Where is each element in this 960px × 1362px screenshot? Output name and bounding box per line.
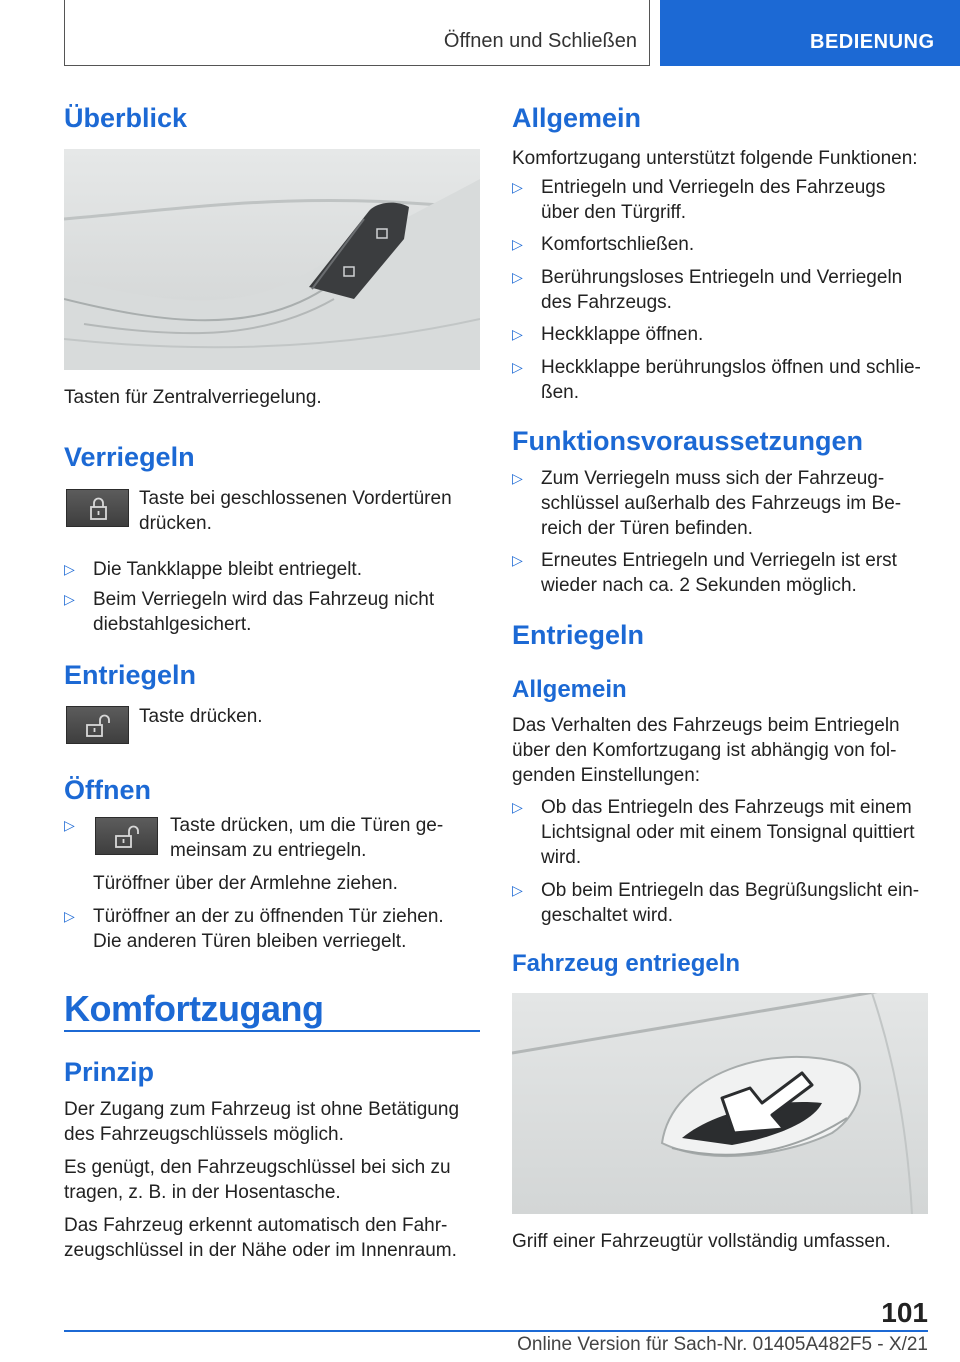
- allgemein-intro: Komfortzugang unterstützt folgende Funktionen:: [512, 148, 918, 169]
- heading-ueberblick: Überblick: [64, 103, 188, 133]
- triangle-bullet-icon: ▷: [512, 552, 523, 568]
- heading-oeffnen: Öffnen: [64, 775, 151, 805]
- list-item-cont: schlüssel außerhalb des Fahrzeugs im Be-: [541, 493, 902, 514]
- triangle-bullet-icon: ▷: [64, 591, 75, 607]
- entriegeln-paragraph: genden Einstellungen:: [512, 765, 701, 786]
- list-item-cont: über den Türgriff.: [541, 202, 687, 223]
- unlock-key-image: [95, 817, 158, 855]
- heading-fahrzeug-entriegeln: Fahrzeug entriegeln: [512, 950, 741, 977]
- list-item-cont: geschaltet wird.: [541, 905, 674, 926]
- triangle-bullet-icon: ▷: [512, 236, 523, 252]
- header-chapter-tab[interactable]: BEDIENUNG: [660, 0, 960, 66]
- list-item-cont: wieder nach ca. 2 Sekunden möglich.: [541, 575, 857, 596]
- heading-entriegeln-right: Entriegeln: [512, 620, 645, 650]
- triangle-bullet-icon: ▷: [64, 561, 75, 577]
- triangle-bullet-icon: ▷: [512, 359, 523, 375]
- prinzip-paragraph: Der Zugang zum Fahrzeug ist ohne Betätigung: [64, 1099, 460, 1120]
- triangle-bullet-icon: ▷: [512, 269, 523, 285]
- door-grip-image: [512, 993, 928, 1214]
- lock-open-icon: [67, 707, 130, 745]
- list-item-cont: Lichtsignal oder mit einem Tonsignal quittiert: [541, 822, 915, 843]
- lock-key-image: [66, 489, 129, 527]
- heading-prinzip: Prinzip: [64, 1057, 155, 1087]
- list-item-cont: Die anderen Türen bleiben verriegelt.: [93, 931, 407, 952]
- heading-allgemein-sub: Allgemein: [512, 676, 627, 703]
- lock-closed-icon: [67, 490, 130, 528]
- caption-fahrzeug-entriegeln: Griff einer Fahrzeugtür vollständig umfassen.: [512, 1231, 891, 1252]
- prinzip-paragraph: Es genügt, den Fahrzeugschlüssel bei sich zu: [64, 1157, 451, 1178]
- unlock-key-image: [66, 706, 129, 744]
- prinzip-paragraph: zeugschlüssel in der Nähe oder im Innenraum.: [64, 1240, 457, 1261]
- triangle-bullet-icon: ▷: [64, 817, 75, 833]
- header-frame: [64, 0, 650, 66]
- heading-funktionsvoraussetzungen: Funktionsvoraussetzungen: [512, 426, 864, 456]
- triangle-bullet-icon: ▷: [512, 179, 523, 195]
- door-handle-image: [64, 149, 480, 370]
- footer-rule: [64, 1330, 928, 1332]
- entriegeln-paragraph: Das Verhalten des Fahrzeugs beim Entriegeln: [512, 715, 900, 736]
- oeffnen-bullet1-text-2: meinsam zu entriegeln.: [170, 840, 367, 861]
- page-number: 101: [881, 1297, 928, 1328]
- heading-allgemein: Allgemein: [512, 103, 642, 133]
- list-item-cont: diebstahlgesichert.: [93, 614, 252, 635]
- entriegeln-paragraph: über den Komfortzugang ist abhängig von fol-: [512, 740, 897, 761]
- triangle-bullet-icon: ▷: [512, 470, 523, 486]
- header-section-title: Öffnen und Schließen: [443, 30, 637, 52]
- verriegeln-key-text-1: Taste bei geschlossenen Vordertüren: [139, 488, 452, 509]
- oeffnen-bullet1-text-1: Taste drücken, um die Türen ge-: [170, 815, 444, 836]
- list-item-cont: ßen.: [541, 382, 580, 403]
- section-rule: [64, 1030, 480, 1032]
- lock-open-icon: [96, 818, 159, 856]
- heading-verriegeln: Verriegeln: [64, 442, 195, 472]
- list-item-cont: reich der Türen befinden.: [541, 518, 753, 539]
- heading-entriegeln: Entriegeln: [64, 660, 197, 690]
- prinzip-paragraph: Das Fahrzeug erkennt automatisch den Fahr-: [64, 1215, 448, 1236]
- entriegeln-key-text: Taste drücken.: [139, 706, 263, 727]
- heading-komfortzugang: Komfortzugang: [64, 988, 324, 1029]
- prinzip-paragraph: tragen, z. B. in der Hosentasche.: [64, 1182, 341, 1203]
- oeffnen-bullet1-after: Türöffner über der Armlehne ziehen.: [93, 873, 398, 894]
- triangle-bullet-icon: ▷: [512, 799, 523, 815]
- triangle-bullet-icon: ▷: [512, 326, 523, 342]
- triangle-bullet-icon: ▷: [64, 908, 75, 924]
- list-item-cont: des Fahrzeugs.: [541, 292, 672, 313]
- triangle-bullet-icon: ▷: [512, 882, 523, 898]
- footer-online-version: Online Version für Sach-Nr. 01405A482F5 - X/21: [517, 1334, 928, 1355]
- prinzip-paragraph: des Fahrzeugschlüssels möglich.: [64, 1124, 344, 1145]
- caption-ueberblick: Tasten für Zentralverriegelung.: [64, 387, 322, 408]
- list-item-cont: wird.: [541, 847, 582, 868]
- verriegeln-key-text-2: drücken.: [139, 513, 212, 534]
